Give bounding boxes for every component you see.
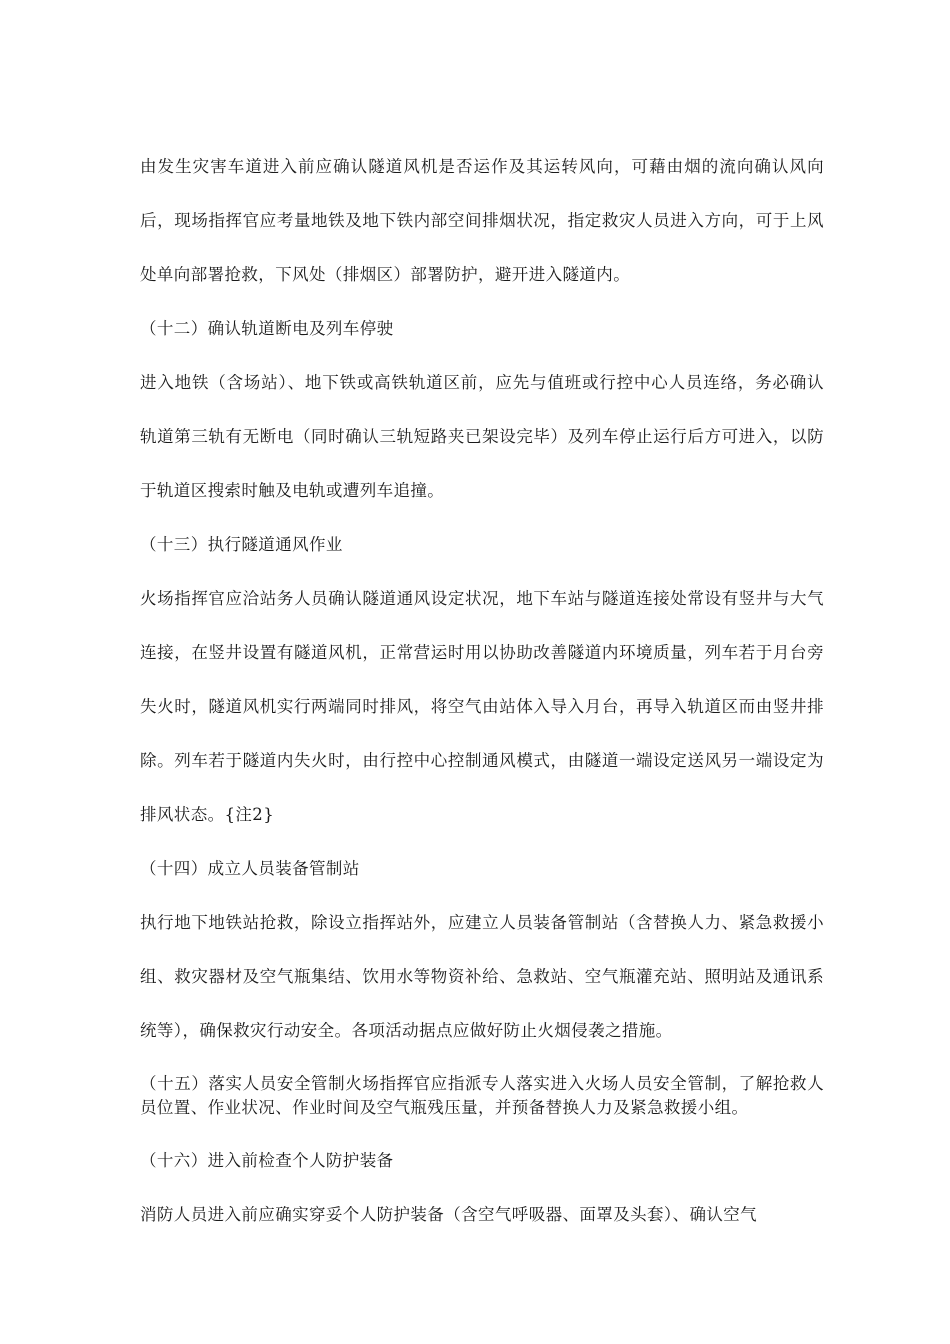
- paragraph-power-off: 进入地铁（含场站）、地下铁或高铁轨道区前，应先与值班或行控中心人员连络，务必确认轨道第三轨有无断电（同时确认三轨短路夹已架设完毕）及列车停止运行后方可进入，以防于轨道区搜索时触及电轨或遭列车追撞。: [140, 373, 824, 500]
- paragraph-control-station: 执行地下地铁站抢救，除设立指挥站外，应建立人员装备管制站（含替换人力、紧急救援小组、救灾器材及空气瓶集结、饮用水等物资补给、急救站、空气瓶灌充站、照明站及通讯系统等），确保救灾行动安全。各项活动据点应做好防止火烟侵袭之措施。: [140, 913, 824, 1040]
- paragraph-section-15: （十五）落实人员安全管制火场指挥官应指派专人落实进入火场人员安全管制，了解抢救人员位置、作业状况、作业时间及空气瓶残压量，并预备替换人力及紧急救援小组。: [140, 1074, 824, 1117]
- heading-section-16: （十六）进入前检查个人防护装备: [140, 1151, 394, 1170]
- heading-section-13: （十三）执行隧道通风作业: [140, 535, 343, 554]
- heading-section-14: （十四）成立人员装备管制站: [140, 859, 360, 878]
- paragraph-ventilation: 火场指挥官应洽站务人员确认隧道通风设定状况，地下车站与隧道连接处常设有竖井与大气连接，在竖井设置有隧道风机，正常营运时用以协助改善隧道内环境质量，列车若于月台旁失火时，隧道风机实行两端同时排风，将空气由站体入导入月台，再导入轨道区而由竖井排除。列车若于隧道内失火时，由行控中心控制通风模式，由隧道一端设定送风另一端设定为排风状态。{注2}: [140, 589, 824, 824]
- paragraph-tunnel-fan: 由发生灾害车道进入前应确认隧道风机是否运作及其运转风向，可藉由烟的流向确认风向后，现场指挥官应考量地铁及地下铁内部空间排烟状况，指定救灾人员进入方向，可于上风处单向部署抢救，下风处（排烟区）部署防护，避开进入隧道内。: [140, 157, 824, 284]
- heading-section-12: （十二）确认轨道断电及列车停驶: [140, 319, 394, 338]
- document-page: [140, 140, 824, 1242]
- paragraph-protective-gear: 消防人员进入前应确实穿妥个人防护装备（含空气呼吸器、面罩及头套）、确认空气: [140, 1205, 758, 1224]
